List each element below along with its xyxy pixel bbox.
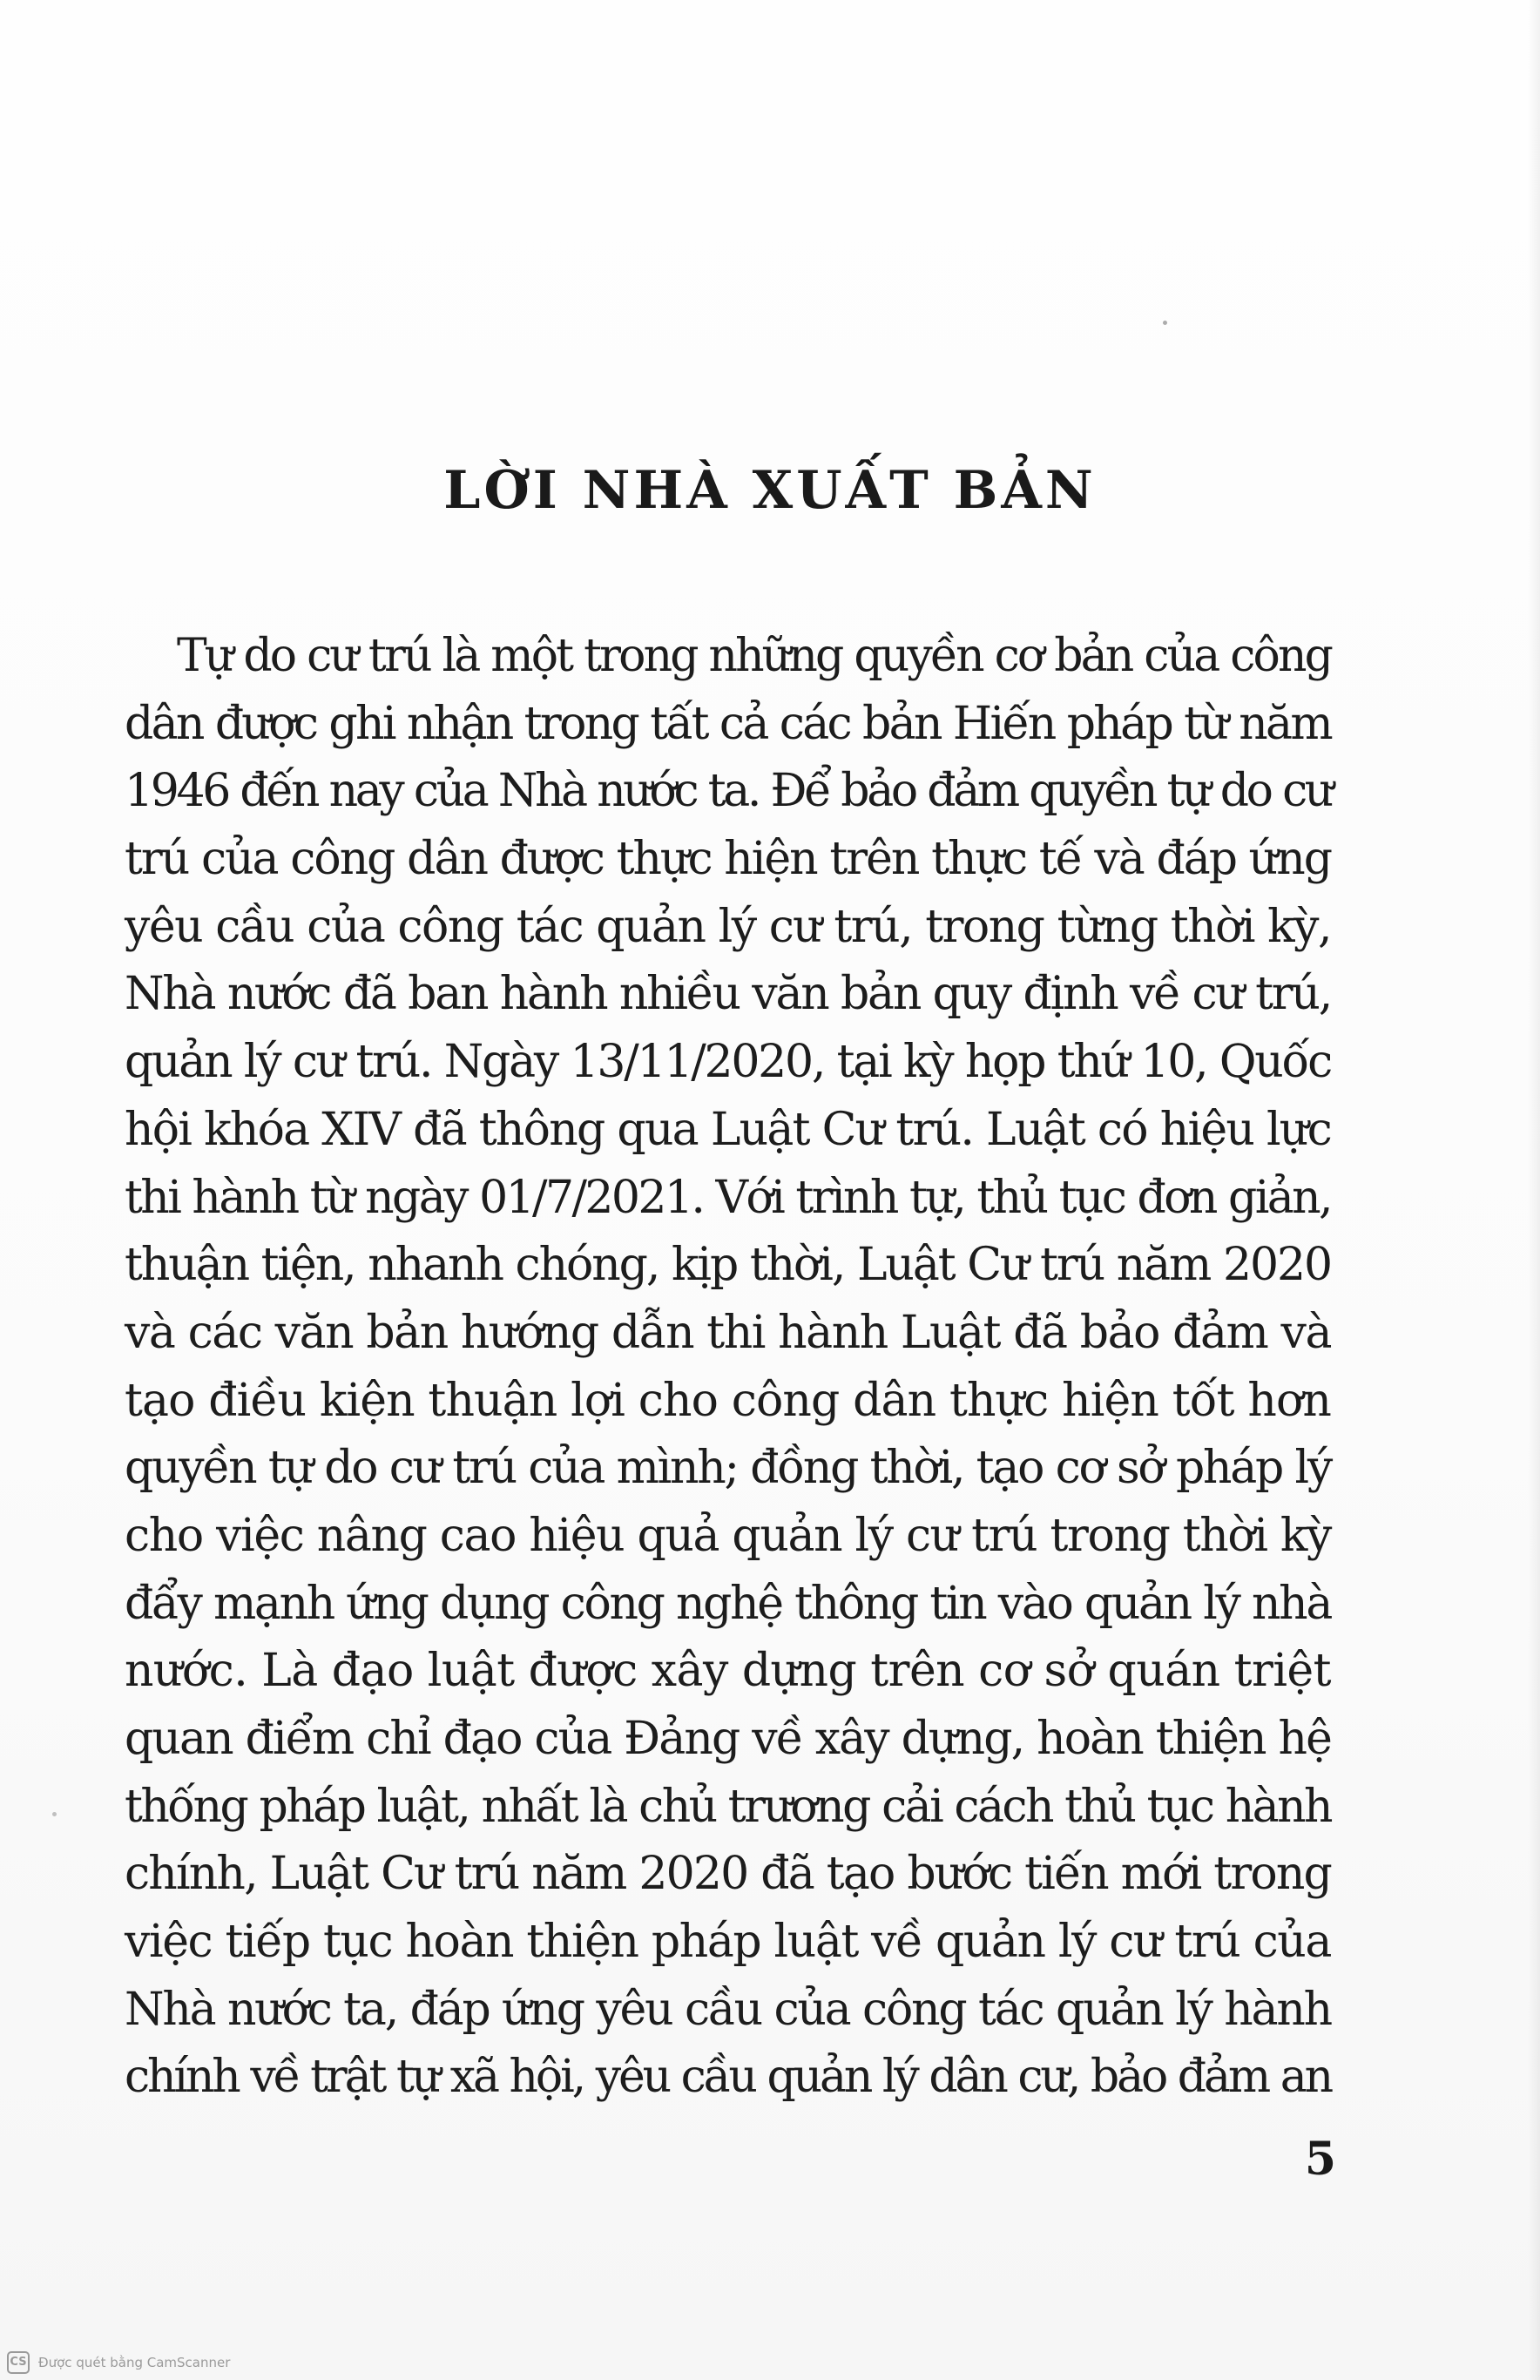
- text-line: quyền tự do cư trú của mình; đồng thời, tạo cơ sở pháp lý: [125, 1442, 1331, 1495]
- text-line: và các văn bản hướng dẫn thi hành Luật đã bảo đảm và: [125, 1306, 1331, 1359]
- text-line: thuận tiện, nhanh chóng, kịp thời, Luật Cư trú năm 2020: [125, 1239, 1331, 1292]
- dust-speck: [52, 1812, 57, 1816]
- text-line: hội khóa XIV đã thông qua Luật Cư trú. Luật có hiệu lực: [125, 1103, 1331, 1156]
- text-line: chính về trật tự xã hội, yêu cầu quản lý dân cư, bảo đảm an: [125, 2051, 1331, 2104]
- text-line: Nhà nước ta, đáp ứng yêu cầu của công tác quản lý hành: [125, 1983, 1331, 2036]
- text-line: thi hành từ ngày 01/7/2021. Với trình tự, thủ tục đơn giản,: [125, 1171, 1331, 1224]
- text-line: trú của công dân được thực hiện trên thực tế và đáp ứng: [125, 833, 1331, 886]
- text-line: dân được ghi nhận trong tất cả các bản Hiến pháp từ năm: [125, 697, 1331, 750]
- body-paragraph: [125, 623, 1331, 2112]
- text-line: yêu cầu của công tác quản lý cư trú, trong từng thời kỳ,: [125, 900, 1331, 953]
- dust-speck: [1163, 321, 1167, 325]
- text-line: Tự do cư trú là một trong những quyền cơ bản của công: [177, 630, 1331, 682]
- scanner-watermark-text: Được quét bằng CamScanner: [38, 2355, 231, 2370]
- text-line: nước. Là đạo luật được xây dựng trên cơ sở quán triệt: [125, 1645, 1331, 1698]
- text-line: quan điểm chỉ đạo của Đảng về xây dựng, hoàn thiện hệ: [125, 1713, 1331, 1765]
- text-line: chính, Luật Cư trú năm 2020 đã tạo bước tiến mới trong: [125, 1848, 1331, 1901]
- text-line: quản lý cư trú. Ngày 13/11/2020, tại kỳ họp thứ 10, Quốc: [125, 1036, 1331, 1089]
- page-edge-shadow: [1528, 0, 1540, 2380]
- text-line: việc tiếp tục hoàn thiện pháp luật về quản lý cư trú của: [125, 1916, 1331, 1969]
- text-line: cho việc nâng cao hiệu quả quản lý cư trú trong thời kỳ: [125, 1509, 1331, 1562]
- page-title: LỜI NHÀ XUẤT BẢN: [443, 460, 1097, 521]
- text-line: đẩy mạnh ứng dụng công nghệ thông tin vào quản lý nhà: [125, 1577, 1331, 1630]
- text-line: thống pháp luật, nhất là chủ trương cải cách thủ tục hành: [125, 1780, 1331, 1833]
- page-number: 5: [1304, 2133, 1336, 2186]
- camscanner-logo-icon: CS: [7, 2351, 30, 2374]
- text-line: 1946 đến nay của Nhà nước ta. Để bảo đảm quyền tự do cư: [125, 765, 1331, 818]
- scanner-watermark: [7, 2352, 230, 2373]
- text-line: Nhà nước đã ban hành nhiều văn bản quy định về cư trú,: [125, 968, 1331, 1021]
- text-line: tạo điều kiện thuận lợi cho công dân thực hiện tốt hơn: [125, 1374, 1331, 1427]
